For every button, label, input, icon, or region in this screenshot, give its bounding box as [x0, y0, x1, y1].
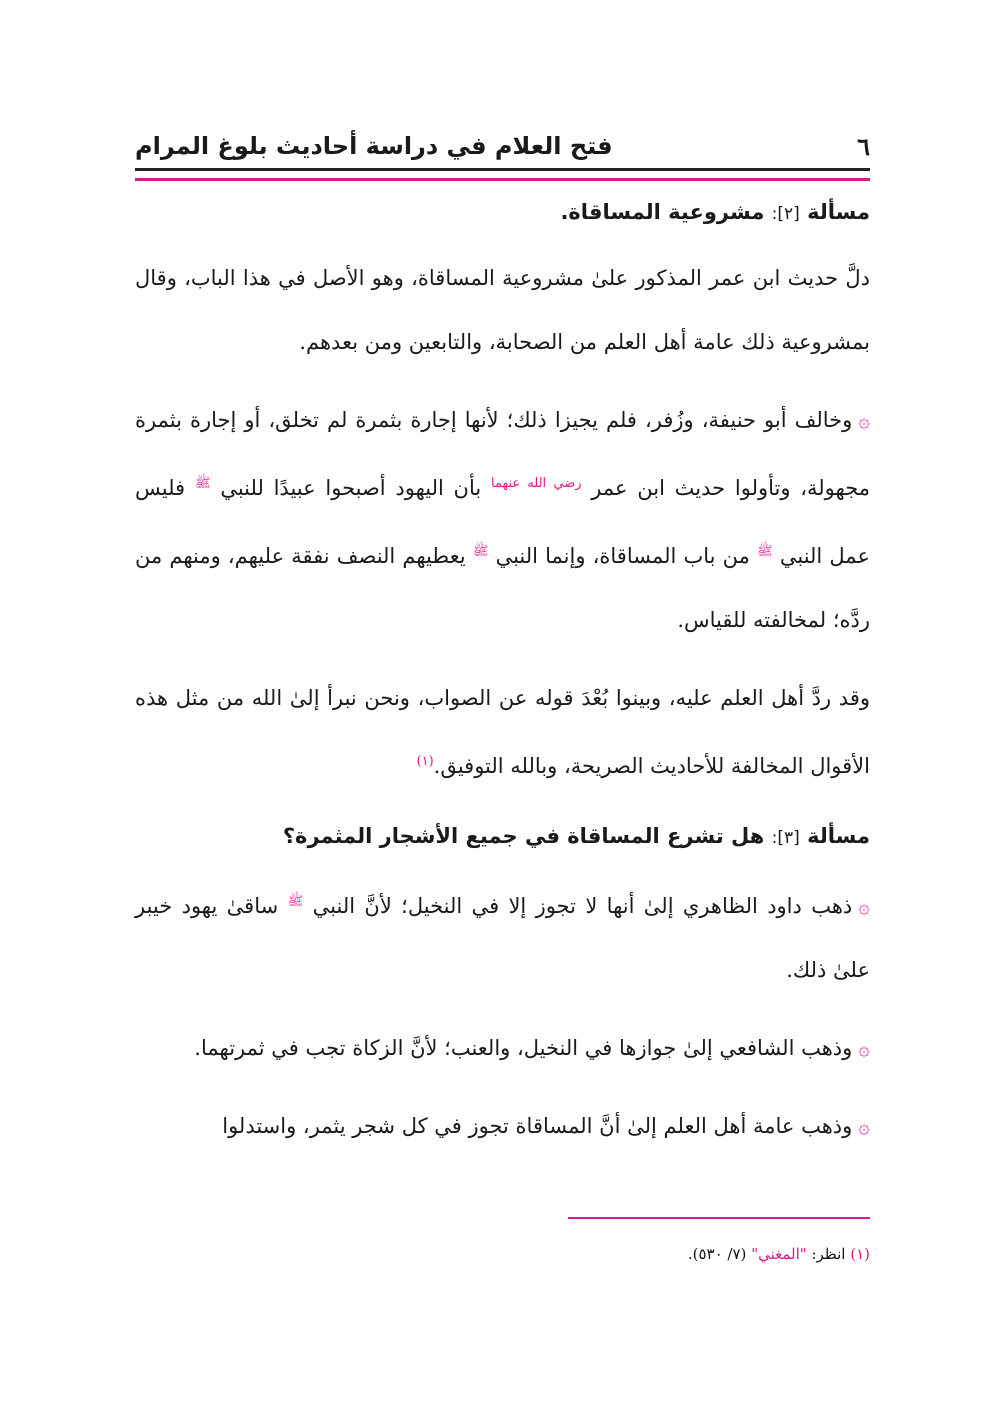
footnote: (١) انظر: "المغني" (٧/ ٥٣٠).: [687, 1245, 870, 1263]
paragraph-5: ۞وذهب الشافعي إلىٰ جوازها في النخيل، والعنب؛ لأنَّ الزكاة تجب في ثمرتهما.: [194, 1036, 870, 1060]
header-rule-black: [135, 168, 870, 171]
page-header: [135, 128, 870, 168]
flower-ornament-icon: ۞: [858, 1114, 870, 1138]
header-rule-pink: [135, 178, 870, 181]
footnote-reference[interactable]: (١): [416, 754, 434, 769]
honorific-prophet-icon: ﷺ: [287, 894, 304, 909]
question-3-heading: مسألة [٣]: هل تشرع المساقاة في جميع الأشجار المثمرة؟: [282, 824, 870, 848]
honorific-prophet-icon: ﷺ: [757, 544, 773, 559]
flower-ornament-icon: ۞: [858, 894, 870, 918]
paragraph-4: ۞ذهب داود الظاهري إلىٰ أنها لا تجوز إلا في النخيل؛ لأنَّ النبي $^ﷺ$ ساقىٰ يهود خيبر علىٰ ذلك.: [135, 894, 870, 982]
footnote-number: (١): [850, 1245, 870, 1263]
page-body: [135, 188, 870, 1158]
page-number: ٦: [857, 132, 870, 161]
paragraph-6: ۞وذهب عامة أهل العلم إلىٰ أنَّ المساقاة تجوز في كل شجر يثمر، واستدلوا: [222, 1114, 870, 1138]
honorific-companion-icon: رضي الله عنهما: [490, 476, 582, 491]
flower-ornament-icon: ۞: [858, 408, 870, 432]
paragraph-3: وقد ردَّ أهل العلم عليه، وبينوا بُعْدَ قوله عن الصواب، ونحن نبرأ إلىٰ الله من مثل هذه الأقوال المخالفة للأحاديث الصريحة، وبالله التوفيق.$^{(١)}$: [135, 686, 870, 778]
flower-ornament-icon: ۞: [858, 1036, 870, 1060]
paragraph-1: دلَّ حديث ابن عمر المذكور علىٰ مشروعية المساقاة، وهو الأصل في هذا الباب، وقال بمشروعية ذلك عامة أهل العلم من الصحابة، والتابعين ومن بعدهم.: [135, 266, 870, 354]
footnote-rule: [568, 1217, 870, 1219]
honorific-prophet-icon: ﷺ: [194, 476, 211, 491]
honorific-prophet-icon: ﷺ: [472, 544, 489, 559]
running-title: فتح العلام في دراسة أحاديث بلوغ المرام: [135, 132, 613, 160]
paragraph-2: ۞وخالف أبو حنيفة، وزُفر، فلم يجيزا ذلك؛ لأنها إجارة بثمرة لم تخلق، أو إجارة بثمرة مجهولة، وتأولوا حديث ابن عمر $^{رضي الله عنهما}$ بأن اليهود أصبحوا عبيدًا للنبي $^ﷺ$ فليس عمل النبي $^ﷺ$ من باب المساقاة، وإنما النبي $^ﷺ$ يعطيهم النصف نفقة عليهم، ومنهم من ردَّه؛ لمخالفته للقياس.: [135, 408, 870, 632]
question-2-heading: مسألة [٢]: مشروعية المساقاة.: [560, 200, 870, 224]
footnote-source: "المغني": [751, 1245, 807, 1263]
